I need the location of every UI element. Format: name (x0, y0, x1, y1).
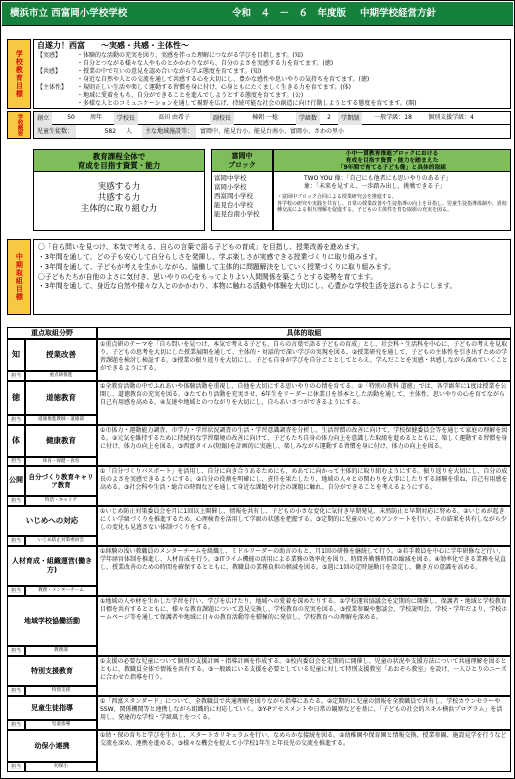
profile-row-1: 創立 50 周年 学校長 髙田 由希子 副校長 棟朝 一稔 学級数 2 学期制 一般学級：18 個別支援学級：4 (34, 112, 510, 125)
table-head-action: 具体的取組 (97, 327, 511, 339)
midterm-item: ・3年間を通して、どの子も安心して自分らしさを発揮し、学ぶ楽しさが実感できる授業づくりに取り組みます。 (38, 252, 382, 261)
section-text: ①幼・保の育ちと学びを生かし、スタートカリキュラムを行い、なめらかな接続を図る。②幼稚園や保育園と情報交換、授業参観、施設見学を行うなど交流を深め、連携を進める。③様々な機会を捉えて小学校1年生と年長児の交流を推進する。 (97, 730, 511, 772)
section-label: 幼保小連携 (7, 730, 97, 762)
section-label: 人材育成・組織運営(働き方) (7, 546, 97, 586)
education-goals-box (33, 39, 511, 109)
owner-label: 担当 (7, 457, 25, 466)
section-label: 特別支援教育 (7, 656, 97, 686)
owner-label: 担当 (7, 415, 25, 425)
owner-name: 重点研推進 (25, 371, 97, 381)
midterm-goals-box (33, 239, 511, 315)
midterm-item: ・3年間を通して、子どもが考えを生かしながら、協働して主体的に問題解決をしていく授業づくりに取り組みます。 (38, 262, 396, 271)
section-text: ①「自分づくりパスポート」を活用し、自分に向き合うあるためにも、めあてに向かって主体的に取り組むようにする。振り返りを大切にし、自分の成長のよさを実感できるようにする。②自分の役割を明確にし、責任を果たしたり、地域の人々との関わりを大事にしたりする経験を重ね、自己有用感を高める。③社会科や生活・総合の時間などを通して身近な課題や社会の課題に触れ、自分ができることを考えるようにする。 (97, 466, 511, 506)
owner-name: 幼保小 (25, 762, 97, 772)
midterm-item: ・3年間を通して、身近な自然や様々な人とのかかわり、本物に触れる活動や体験を大切にし、心豊かな学校生活を送れるようにします。 (38, 282, 457, 291)
header-bar (2, 2, 513, 26)
section-label: 健康教育 (25, 425, 97, 457)
education-goals-label: 学校教育目標 (7, 39, 31, 109)
section-text: ①地域の人や材を生かした学習を行い、学びを広げたり、地域への愛着を深めたりする。②学校運営協議会を定期的に開催し、保護者・地域と学校教育目標を共有するとともに、様々な教育課題について意見交換し、学校教育の充実を図る。③授業参観や懇談会、学校説明会、学校・学年だより、学校ホームページ等を通して保護者や地域に日々の教育活動等を積極的に発信し、学校教育への理解を深める。 (97, 596, 511, 656)
capabilities-title: 教育課程全体で 育成を目指す資質・能力 (34, 150, 204, 172)
goal-row: ・身近な自然や人との交流を通して共感する心を大切にし、豊かな感性や思いやりの気持ちを育てます。(徳) (77, 76, 370, 83)
section-text: ①重点研のテーマを「自ら問いを見つけ、本気で考える子ども、自らの言葉で語る子どもの育成」とし、社会科・生活科を中心に、子どもの考えを見取り、子どもの思考を大切にした授業展開を通して、主体的・対話的で深い学びの実現を図る。②授業研究を通して、子どもの主体性を引き出すための学習課題を検討し検証する。③授業の振り返りを大切にし、子ども自身が学びを自分ごととしてとらえ、学んだことを実感・共感しながら深めていくことができるようにする。 (97, 339, 511, 381)
section-label: いじめへの対応 (7, 506, 97, 536)
owner-name: 児童指導 (25, 720, 97, 730)
section-label: 道徳教育 (25, 381, 97, 415)
midterm-goals-label: 中期取組目標 (7, 239, 31, 315)
goal-row: ・多様な人とのコミュニケーションを通して視野を広げ、持続可能な社会の創造に向け行動しようとする態度を育てます。(開) (77, 100, 417, 107)
table-head-area: 重点取組分野 (7, 327, 97, 339)
section-text: ①経験の浅い教職員のメンターチームを組織し、ミドルリーダーの助言のもと、月1回の研修を継続して行う。②若手教員を中心に学年研修など行い、学年経営体制を推進し、人材育成を行う。③ITライム機能の活用による業務の効率化を図り、時間外勤務時間の縮減を図る。④効率化できる業務を見直し、授業改善のための時間を確保するとともに、教職員の業務負担の軽減を図る。⑤週に1回の定時退勤日を設定し、働き方の意識を高める。 (97, 546, 511, 596)
curriculum-box (273, 149, 511, 231)
block-school-list: 富岡中学校 富岡小学校 西富岡小学校 能見台小学校 能見台南小学校 (214, 174, 260, 219)
block-title: 富岡中 ブロック (212, 150, 272, 172)
goal-row: 【共感】 ・授業の中で互いの意見を認め合いながら学ぶ態度を育てます。(知) (37, 68, 262, 75)
section-tag: 知 (7, 339, 25, 371)
owner-name: 教務部 (25, 646, 97, 656)
capability-item: 実感する力 (97, 182, 141, 192)
document-title: 中期学校経営方針 (360, 8, 437, 19)
owner-label: 担当 (7, 686, 25, 696)
school-name: 横浜市立 西富岡小学校学校 (10, 8, 128, 19)
section-label: 自分づくり教育キャリア教育 (25, 466, 97, 496)
owner-label: 担当 (7, 536, 25, 546)
curriculum-title: 小中一貫教育推進ブロックにおける 育成を目指す資質・能力を踏まえた 「9年間で育てる子ども像」と具体的取組 (274, 150, 510, 172)
section-text: ①いじめ防止対策委員会を月に1回以上開催し、情報を共有し、子どもの小さな変化に気付き早期発見、未然防止と早期対応に努める。②いじめが起きにくい学級づくりを推進するため、心理検査を活用して学級の状態を把握する。③定期的に児童のいじめアンケートを行い、その結果を共有しながら少しの変化も見逃さない体制づくりをする。 (97, 506, 511, 546)
owner-name: 道徳推進教師・道徳部 (25, 415, 97, 425)
owner-label: 担当 (7, 646, 25, 656)
capability-item: 共感する力 (97, 193, 141, 204)
section-text: ①支援の必要な児童について個別の支援計画・指導計画を作成する。②校内委員会を定期的に開催し、児童の状況や支援方法について共通理解を図るとともに、教職員全体で情報を共有する。③一般級にいる支援を必要としている児童に対して特別支援教室「あおぞら教室」を設け、一人ひとりのニーズに合わせた指導を行う。 (97, 656, 511, 696)
section-label: 地域学校協働活動 (7, 596, 97, 646)
section-label: 児童生徒指導 (7, 696, 97, 720)
section-label: 授業改善 (25, 339, 97, 371)
profile-row-2: 児童生徒数： 582 人 主な地域施設等： 富岡中、能見台小、能見台南小、富岡小、さわの里小 (34, 125, 510, 138)
owner-label: 担当 (7, 586, 25, 596)
section-text: ①市体力・運動能力調査、市学力・学習状況調査の生活・学習意識調査を分析し、生活習慣の改善に向けて、学校保健委員会等を通じて家庭の理解を図る。②元気を維持するために持続的な学習環境の改善に向けて、子どもたち自身の体力向上を意識した取組を進めるとともに、楽しく運動する習慣を身に付け、体力の向上を図る。③西富タイム(短縮)を計画的に実施し、楽しみながら運動する習慣を身に付け、体力の向上を図る。 (97, 425, 511, 466)
year-label: 令和 ４ － ６ 年度版 (232, 8, 347, 19)
school-profile-label: 学校概要 (7, 111, 31, 139)
curriculum-vision: TWO YOU 像：「自己にも他者にも思いやりのある子」 象：「未来を見すえ、一歩踏み出し、挑戦できる子」 (304, 175, 452, 191)
goals-slogan: 自遂力！西富 ～実感・共感・主体性～ (37, 41, 189, 50)
goal-row: 【主体性】 ・規則正しい生活や楽しく運動する習慣を身に付け、心身ともにたくましく生きる力を育てます。(体) (37, 84, 351, 91)
block-box (211, 149, 273, 231)
capability-item: 主体的に取り組む力 (80, 204, 158, 215)
owner-label: 担当 (7, 371, 25, 381)
owner-label: 担当 (7, 762, 25, 772)
midterm-item: 〇子どもたちが自他のよさに気付き、思いやりの心をもってよりよい人間関係を築こうとする姿勢を育てます。 (38, 272, 378, 281)
goals-list (37, 52, 507, 108)
capabilities-box (33, 149, 205, 231)
owner-name: 教務・メンターチーム (25, 586, 97, 596)
goal-row: ・地域に愛着をもち、自分ができることを進んでしようとする態度を育てます。(公) (77, 92, 304, 99)
school-profile-box (33, 111, 511, 139)
section-text: ①全教育活動の中でふれあいや体験活動を重視し、自他を大切にする思いやりの心情を育てる。②「特別の教科 道徳」では、各学級年に1度は授業を公開し、道徳教育の充実を図る。③たてわり活動を充実させ、6年生をリーダーに休業日を基本とした活動を通して、主体性、思いやりの心を育てながら自己有用感を高める。④友達や地域とのつながりを大切にし、自らあいさつができるようにする。 (97, 381, 511, 425)
owner-label: 担当 (7, 496, 25, 506)
curriculum-actions: ・富岡中ブロック合同による授業研究会を推進する。 各学校の研究や実践を共有し、日常の授業改善や生徒指導の向上を目指し、児童生徒指導体制や、異校種交流による相互理解を促進する。子どもの主体性を育む取組の充実を図る。 (277, 194, 507, 214)
midterm-item: 〇「自ら問いを見つけ、本気で考える、自らの言葉で語る子どもの育成」を目指し、授業改善を進めます。 (38, 243, 364, 251)
owner-name: いじめ防止対策委員会 (25, 536, 97, 546)
goal-row: 【実感】 ・体験的な活動の充実を図り、実感を伴った理解につながる学びを目指します。(知) (37, 52, 304, 59)
owner-name: 特活・キャリア (25, 496, 97, 506)
owner-name: 体育・保健・食育 (25, 457, 97, 466)
section-tag: 体 (7, 425, 25, 457)
capabilities-list (34, 182, 204, 215)
owner-label: 担当 (7, 720, 25, 730)
goal-row: ・自分とつながる様々な人やものとかかわりながら、自分のよさを実感する力を育てます。(徳) (77, 60, 334, 67)
section-tag: 徳 (7, 381, 25, 415)
section-tag: 公開 (7, 466, 25, 496)
owner-name: 特別支援 (25, 686, 97, 696)
section-text: ①「西富スタンダード」について、全教職員で共通理解を図りながら指導にあたる。②定期的に児童の情報を全教職員で共有し、学校カウンセラーやSSW、関係機関等と連携しながら組織的に対応していく。③Y-Pアセスメントや日常の観察などを基に、「子どもの社会的スキル横浜プログラム」を活用し、発達的な学校・学級風土をつくる。 (97, 696, 511, 730)
